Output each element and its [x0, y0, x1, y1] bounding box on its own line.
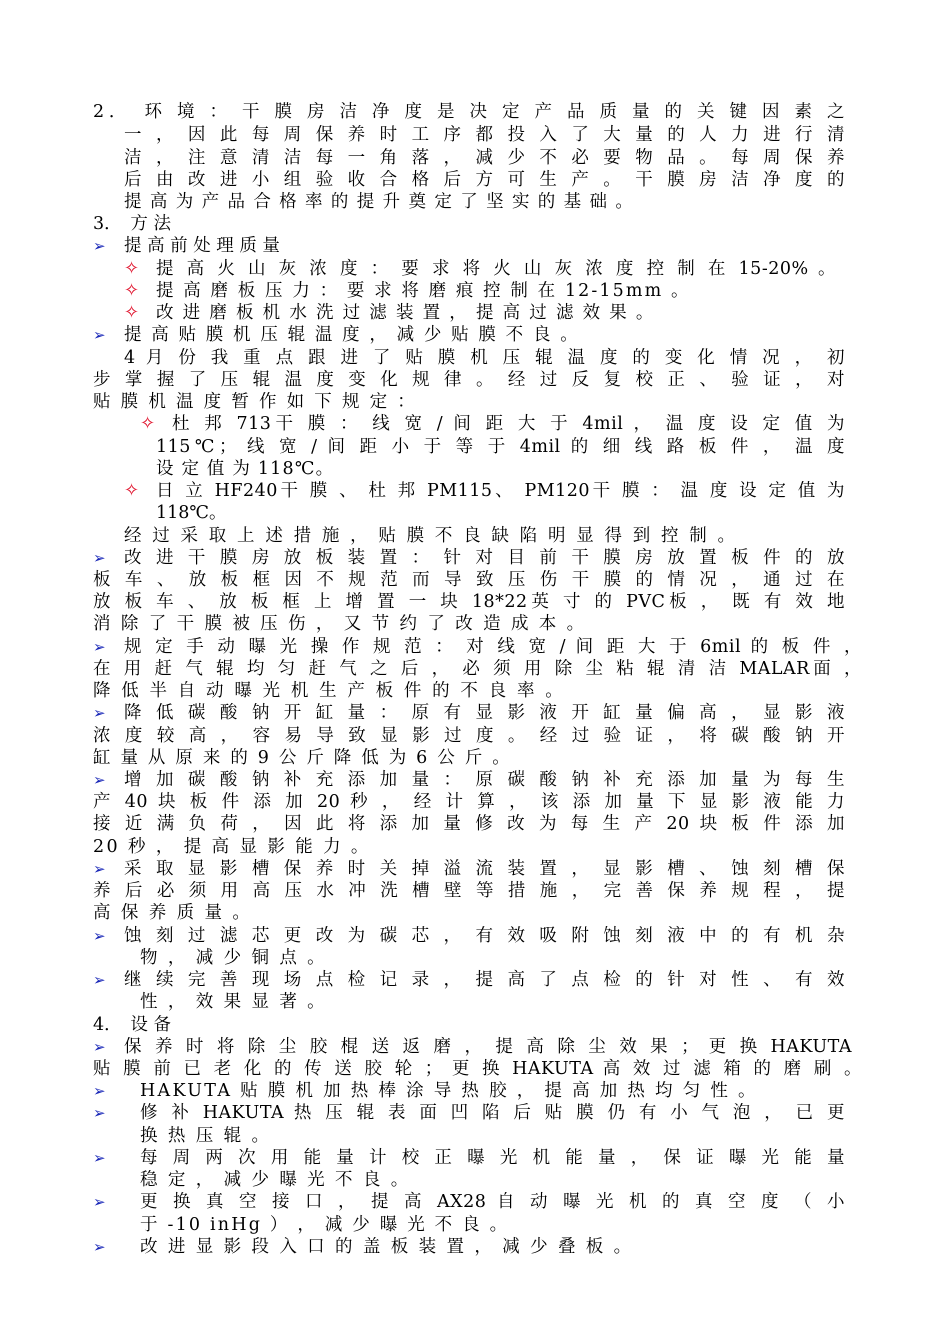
sub-bullet-item: ✧ 提 高 磨 板 压 力 ： 要 求 将 磨 痕 控 制 在 12-15mm 。: [124, 280, 691, 301]
bullet-item: ➢ 提 高 前 处 理 质 量: [93, 236, 280, 256]
arrow-bullet-icon: ➢: [93, 860, 106, 878]
text-line: 消 除 了 干 膜 被 压 伤 ， 又 节 约 了 改 造 成 本 。: [93, 614, 587, 634]
text-line: 换 热 压 辊 。: [140, 1126, 272, 1146]
text-line: 115℃； 线 宽 / 间 距 小 于 等 于 4mil 的 细 线 路 板 件 ， 温 度: [156, 437, 845, 457]
arrow-bullet-icon: ➢: [93, 927, 106, 945]
text-line: 放 板 车 、 放 板 框 上 增 置 一 块 18*22英 寸 的 PVC板 ， 既 有 效 地: [93, 592, 845, 612]
diamond-bullet-icon: ✧: [124, 258, 140, 279]
arrow-bullet-icon: ➢: [93, 1149, 106, 1167]
text-line: 高 保 养 质 量 。: [93, 903, 253, 923]
text-line: 4 月 份 我 重 点 跟 进 了 贴 膜 机 压 辊 温 度 的 变 化 情 况 ， 初: [124, 348, 845, 368]
text-line: 2． 环 境 ： 干 膜 房 洁 净 度 是 决 定 产 品 质 量 的 关 键 因 素 之: [93, 102, 845, 122]
bullet-item: ➢ 增 加 碳 酸 钠 补 充 添 加 量 ： 原 碳 酸 钠 补 充 添 加 量 为 每 生: [93, 770, 845, 790]
bullet-item: ➢ 继 续 完 善 现 场 点 检 记 录 ， 提 高 了 点 检 的 针 对 性 、 有 效: [93, 970, 845, 990]
text-line: 118℃。: [156, 503, 227, 523]
text-line: 板 车 、 放 板 框 因 不 规 范 而 导 致 压 伤 干 膜 的 情 况 ， 通 过 在: [93, 570, 845, 590]
text-line: 20 秒 ， 提 高 显 影 能 力 。: [93, 837, 371, 857]
bullet-item: ➢ 规 定 手 动 曝 光 操 作 规 范 ： 对 线 宽 / 间 距 大 于 6mil 的 板 件 ，: [93, 637, 862, 657]
arrow-bullet-icon: ➢: [93, 237, 106, 255]
bullet-item: ➢ HAKUTA 贴 膜 机 加 热 棒 涂 导 热 胶 ， 提 高 加 热 均 匀 性 。: [93, 1081, 758, 1101]
arrow-bullet-icon: ➢: [93, 971, 106, 989]
sub-bullet-item: ✧ 改 进 磨 板 机 水 洗 过 滤 装 置 ， 提 高 过 滤 效 果 。: [124, 302, 656, 323]
diamond-bullet-icon: ✧: [124, 280, 140, 301]
arrow-bullet-icon: ➢: [93, 549, 106, 567]
sub-bullet-item: ✧ 提 高 火 山 灰 浓 度 ： 要 求 将 火 山 灰 浓 度 控 制 在 15-20% 。: [124, 258, 836, 279]
arrow-bullet-icon: ➢: [93, 1038, 106, 1056]
section-heading: 4． 设 备: [93, 1015, 171, 1035]
sub-bullet-item: ✧ 日 立 HF240干 膜 、 杜 邦 PM115、 PM120干 膜 ： 温 度 设 定 值 为: [124, 480, 845, 501]
text-line: 产 40 块 板 件 添 加 20 秒 ， 经 计 算 ， 该 添 加 量 下 显 影 液 能 力: [93, 792, 845, 812]
bullet-item: ➢ 蚀 刻 过 滤 芯 更 改 为 碳 芯 ， 有 效 吸 附 蚀 刻 液 中 的 有 机 杂: [93, 926, 845, 946]
sub-bullet-item: ✧ 杜 邦 713干 膜 ： 线 宽 / 间 距 大 于 4mil ， 温 度 设 定 值 为: [140, 413, 845, 434]
arrow-bullet-icon: ➢: [93, 326, 106, 344]
arrow-bullet-icon: ➢: [93, 771, 106, 789]
text-line: 于 -10 inHg ） ， 减 少 曝 光 不 良 。: [140, 1215, 510, 1235]
diamond-bullet-icon: ✧: [124, 302, 140, 323]
arrow-bullet-icon: ➢: [93, 1238, 106, 1256]
bullet-item: ➢ 修 补 HAKUTA 热 压 辊 表 面 凹 陷 后 贴 膜 仍 有 小 气 泡 ， 已 更: [93, 1103, 845, 1123]
arrow-bullet-icon: ➢: [93, 1104, 106, 1122]
text-line: 贴 膜 机 温 度 暂 作 如 下 规 定 ：: [93, 392, 418, 412]
text-line: 浓 度 较 高 ， 容 易 导 致 显 影 过 度 。 经 过 验 证 ， 将 碳 酸 钠 开: [93, 726, 845, 746]
text-line: 在 用 赶 气 辊 均 匀 赶 气 之 后 ， 必 须 用 除 尘 粘 辊 清 洁 MALAR面 ，: [93, 659, 862, 679]
text-line: 稳 定 ， 减 少 曝 光 不 良 。: [140, 1170, 411, 1190]
bullet-item: ➢ 保 养 时 将 除 尘 胶 棍 送 返 磨 ， 提 高 除 尘 效 果 ； 更 换 HAKUTA: [93, 1037, 852, 1057]
text-line: 物 ， 减 少 铜 点 。: [140, 948, 328, 968]
section-heading: 3． 方 法: [93, 214, 171, 234]
diamond-bullet-icon: ✧: [124, 480, 140, 501]
text-line: 养 后 必 须 用 高 压 水 冲 洗 槽 壁 等 措 施 ， 完 善 保 养 规 程 ， 提: [93, 881, 845, 901]
bullet-item: ➢ 每 周 两 次 用 能 量 计 校 正 曝 光 机 能 量 ， 保 证 曝 光 能 量: [93, 1148, 845, 1168]
text-line: 提 高 为 产 品 合 格 率 的 提 升 奠 定 了 坚 实 的 基 础 。: [124, 192, 635, 212]
diamond-bullet-icon: ✧: [140, 413, 156, 434]
text-line: 贴 膜 前 已 老 化 的 传 送 胶 轮 ； 更 换 HAKUTA 高 效 过 滤 箱 的 磨 刷 。: [93, 1059, 862, 1079]
text-line: 降 低 半 自 动 曝 光 机 生 产 板 件 的 不 良 率 。: [93, 681, 566, 701]
arrow-bullet-icon: ➢: [93, 1193, 106, 1211]
bullet-item: ➢ 改 进 干 膜 房 放 板 装 置 ： 针 对 目 前 干 膜 房 放 置 板 件 的 放: [93, 548, 845, 568]
arrow-bullet-icon: ➢: [93, 638, 106, 656]
text-line: 设 定 值 为 118℃。: [156, 459, 335, 479]
bullet-item: ➢ 提 高 贴 膜 机 压 辊 温 度 ， 减 少 贴 膜 不 良 。: [93, 325, 580, 345]
bullet-item: ➢ 采 取 显 影 槽 保 养 时 关 掉 溢 流 装 置 ， 显 影 槽 、 蚀 刻 槽 保: [93, 859, 845, 879]
text-line: 经 过 采 取 上 述 措 施 ， 贴 膜 不 良 缺 陷 明 显 得 到 控 制 。: [124, 526, 738, 546]
bullet-item: ➢ 改 进 显 影 段 入 口 的 盖 板 装 置 ， 减 少 叠 板 。: [93, 1237, 634, 1257]
text-line: 步 掌 握 了 压 辊 温 度 变 化 规 律 。 经 过 反 复 校 正 、 验 证 ， 对: [93, 370, 845, 390]
bullet-item: ➢ 更 换 真 空 接 口 ， 提 高 AX28 自 动 曝 光 机 的 真 空 度 （ 小: [93, 1192, 845, 1212]
text-line: 缸 量 从 原 来 的 9 公 斤 降 低 为 6 公 斤 。: [93, 748, 512, 768]
text-line: 性 ， 效 果 显 著 。: [140, 992, 328, 1012]
text-line: 一 ， 因 此 每 周 保 养 时 工 序 都 投 入 了 大 量 的 人 力 进 行 清: [124, 125, 845, 145]
arrow-bullet-icon: ➢: [93, 1082, 106, 1100]
text-line: 接 近 满 负 荷 ， 因 此 将 添 加 量 修 改 为 每 生 产 20 块 板 件 添 加: [93, 814, 845, 834]
text-line: 洁 ， 注 意 清 洁 每 一 角 落 ， 减 少 不 必 要 物 品 。 每 周 保 养: [124, 148, 845, 168]
bullet-item: ➢ 降 低 碳 酸 钠 开 缸 量 ： 原 有 显 影 液 开 缸 量 偏 高 ， 显 影 液: [93, 703, 845, 723]
arrow-bullet-icon: ➢: [93, 704, 106, 722]
text-line: 后 由 改 进 小 组 验 收 合 格 后 方 可 生 产 。 干 膜 房 洁 净 度 的: [124, 170, 845, 190]
